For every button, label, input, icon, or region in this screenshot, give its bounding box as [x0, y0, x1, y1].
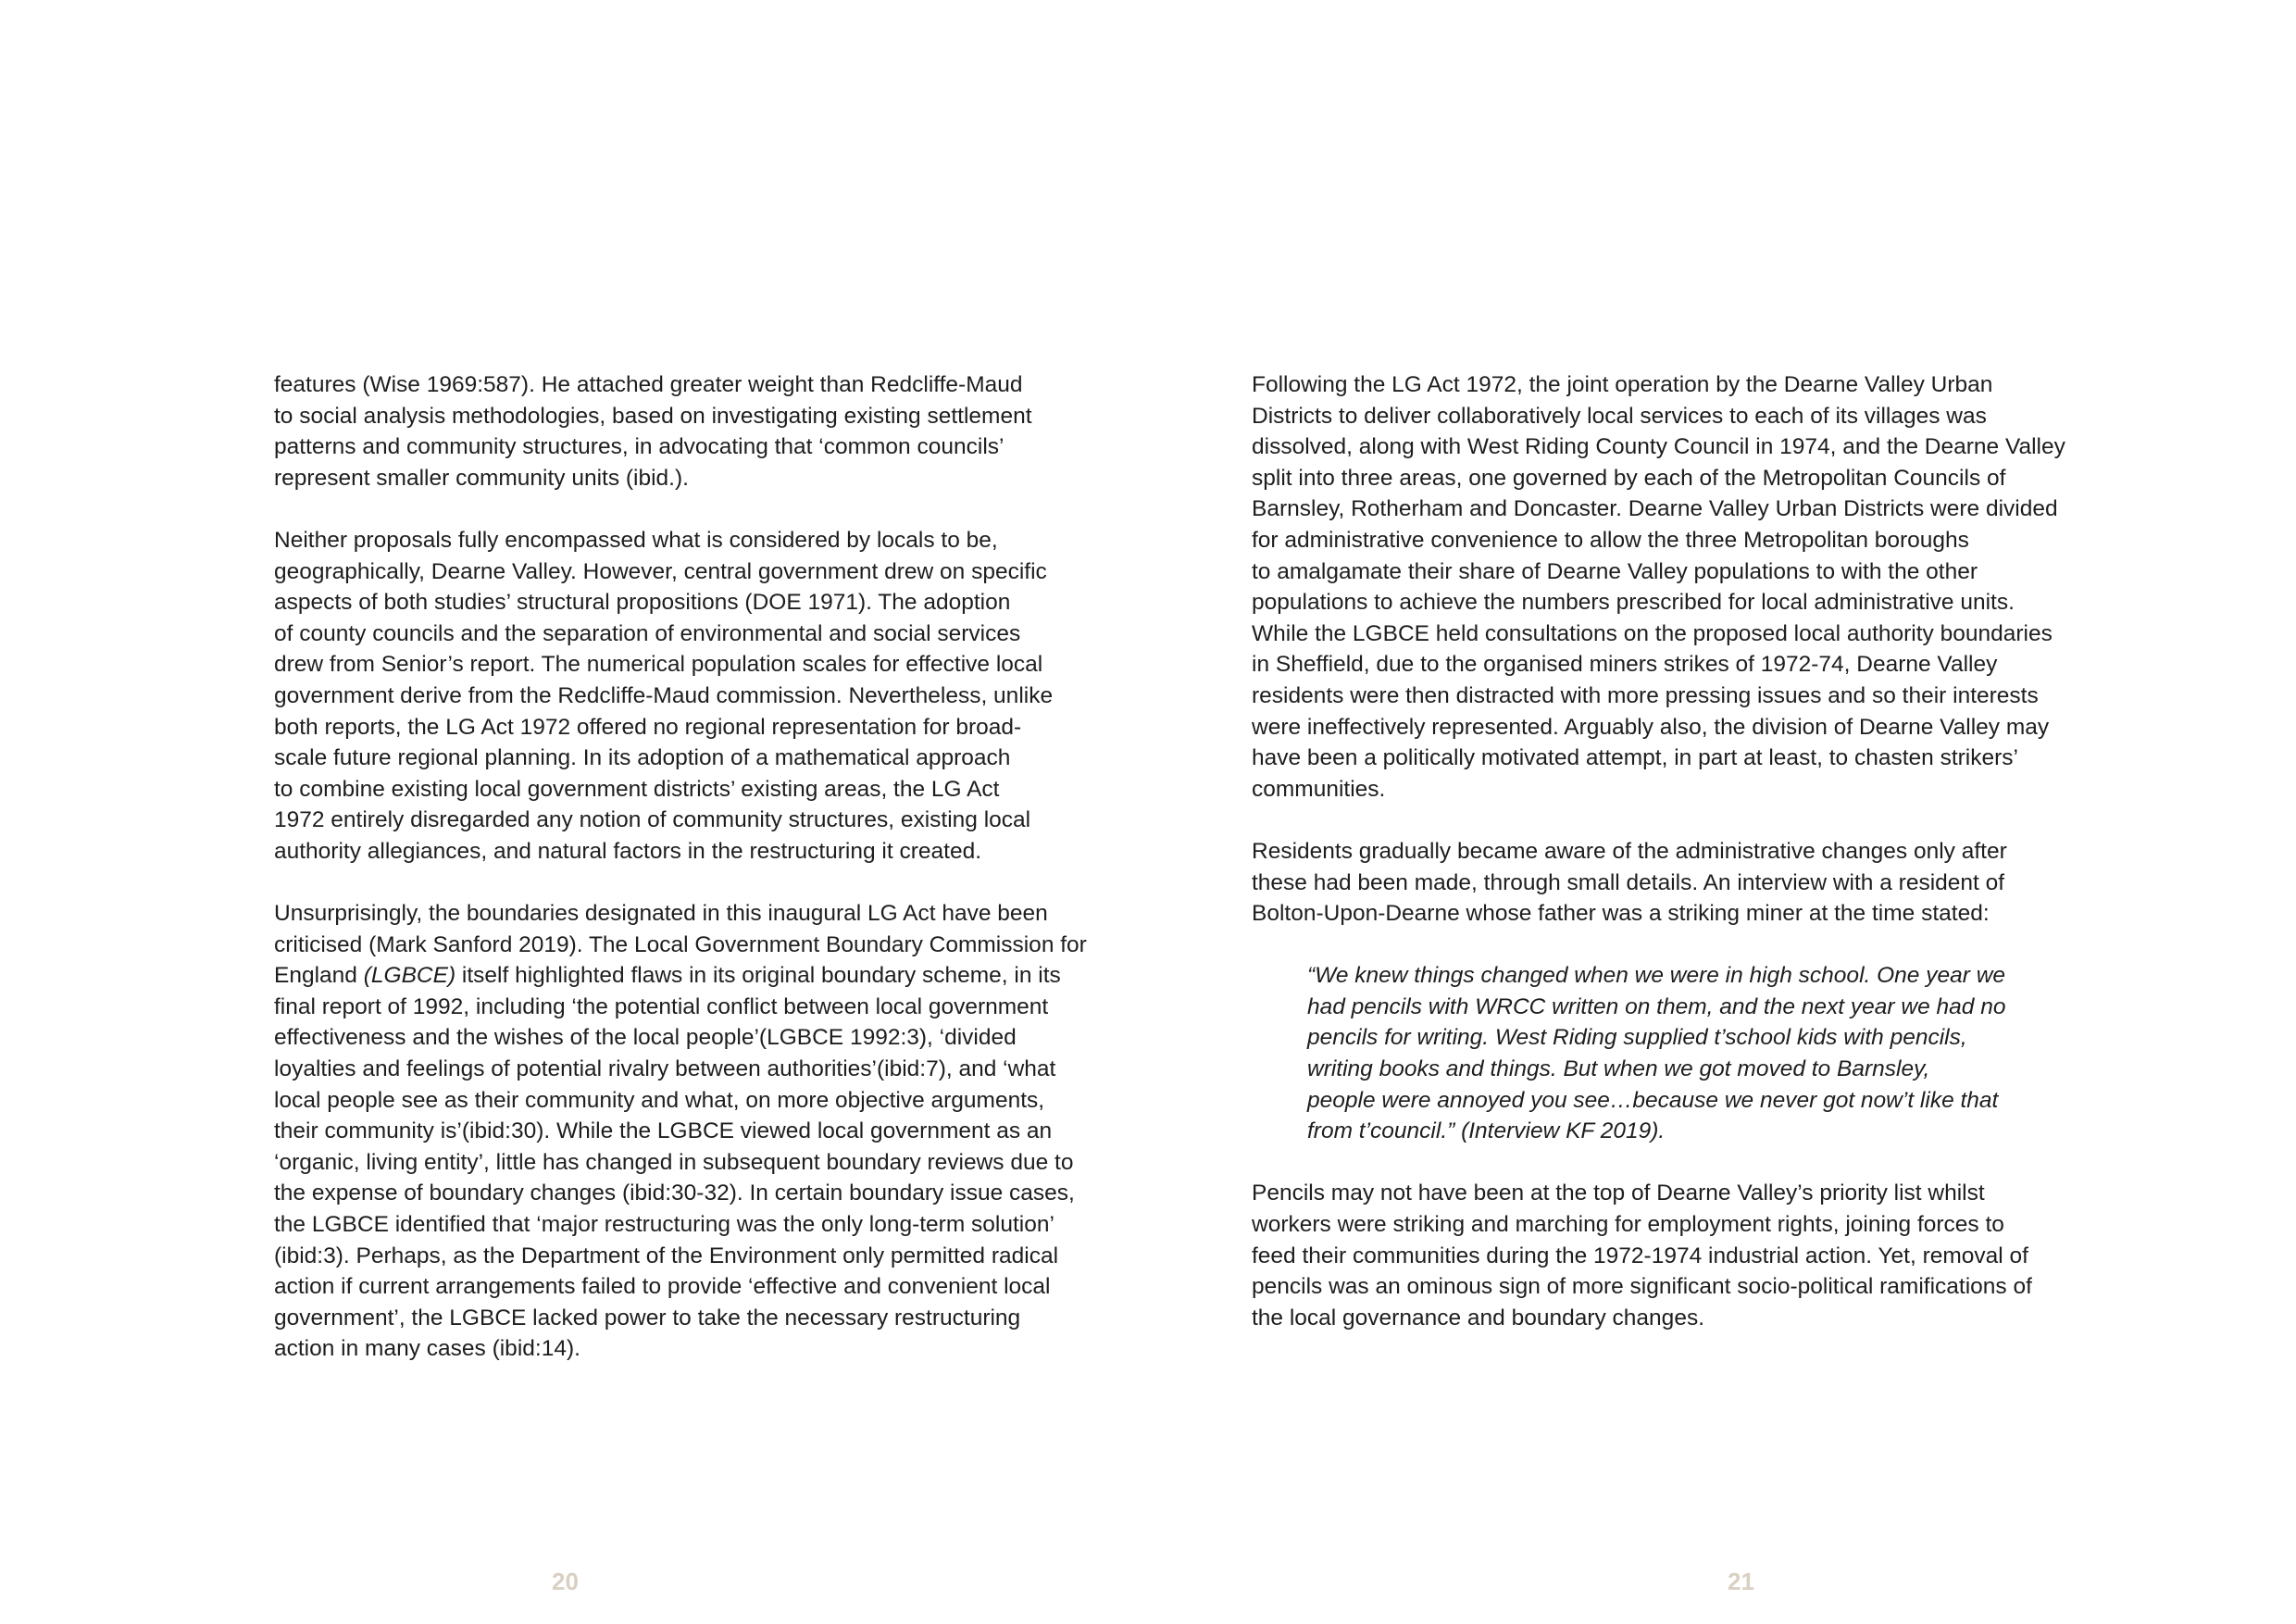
text-line: their community is’(ibid:30). While the LGBCE viewed local government as an: [274, 1118, 1053, 1144]
right-paragraph-2: [1252, 836, 2066, 930]
text-line: residents were then distracted with more pressing issues and so their interests: [1252, 682, 2039, 708]
right-paragraph-3: [1252, 1178, 2066, 1333]
quote-line: writing books and things. But when we got moved to Barnsley,: [1307, 1056, 1930, 1082]
text-line: While the LGBCE held consultations on the proposed local authority boundaries: [1252, 620, 2053, 646]
text-line: populations to achieve the numbers prescribed for local administrative units.: [1252, 590, 2015, 616]
text-line: of county councils and the separation of environmental and social services: [274, 620, 1021, 646]
text-line: pencils was an ominous sign of more significant socio-political ramifications of: [1252, 1274, 2032, 1300]
text-line: the expense of boundary changes (ibid:30-32). In certain boundary issue cases,: [274, 1181, 1075, 1206]
page-number-right: 21: [1728, 1568, 1754, 1595]
text-line: effectiveness and the wishes of the local people’(LGBCE 1992:3), ‘divided: [274, 1025, 1017, 1051]
text-line: Bolton-Upon-Dearne whose father was a striking miner at the time stated:: [1252, 901, 1990, 927]
text-line: the local governance and boundary changes.: [1252, 1305, 1704, 1330]
text-line: aspects of both studies’ structural propositions (DOE 1971). The adoption: [274, 590, 1011, 616]
text-line: action in many cases (ibid:14).: [274, 1336, 580, 1362]
text-line: patterns and community structures, in advocating that ‘common councils’: [274, 434, 1004, 460]
text-line: drew from Senior’s report. The numerical population scales for effective local: [274, 652, 1043, 678]
text-line: loyalties and feelings of potential rivalry between authorities’(ibid:7), and ‘what: [274, 1056, 1056, 1082]
text-line: to amalgamate their share of Dearne Valley populations to with the other: [1252, 558, 1978, 584]
text-line-mixed: [274, 960, 1089, 992]
text-line: final report of 1992, including ‘the potential conflict between local government: [274, 993, 1049, 1019]
text-line: Unsurprisingly, the boundaries designated in this inaugural LG Act have been: [274, 901, 1048, 927]
left-paragraph-3: [274, 898, 1089, 1365]
text-line: authority allegiances, and natural factors in the restructuring it created.: [274, 838, 981, 864]
text-line: for administrative convenience to allow the three Metropolitan boroughs: [1252, 527, 1969, 553]
text-line: Pencils may not have been at the top of Dearne Valley’s priority list whilst: [1252, 1181, 1985, 1206]
text-line: communities.: [1252, 776, 1386, 802]
text-line: were ineffectively represented. Arguably also, the division of Dearne Valley may: [1252, 714, 2050, 740]
text-fragment: itself highlighted flaws in its original boundary scheme, in its: [455, 963, 1061, 989]
text-line: government derive from the Redcliffe-Maud commission. Nevertheless, unlike: [274, 682, 1054, 708]
text-line: Neither proposals fully encompassed what is considered by locals to be,: [274, 527, 998, 553]
text-line: both reports, the LG Act 1972 offered no regional representation for broad-: [274, 714, 1022, 740]
quote-line: from t’council.” (Interview KF 2019).: [1307, 1118, 1666, 1144]
text-line: Residents gradually became aware of the administrative changes only after: [1252, 838, 2007, 864]
text-line: to combine existing local government districts’ existing areas, the LG Act: [274, 776, 1000, 802]
text-fragment: England: [274, 963, 364, 989]
right-paragraph-1: [1252, 369, 2066, 805]
text-line: criticised (Mark Sanford 2019). The Local Government Boundary Commission for: [274, 931, 1087, 957]
interview-quote: [1307, 960, 2066, 1147]
text-line: workers were striking and marching for employment rights, joining forces to: [1252, 1212, 2004, 1238]
text-line: these had been made, through small details. An interview with a resident of: [1252, 869, 2005, 895]
page-number-left: 20: [552, 1568, 579, 1595]
left-paragraph-1: [274, 369, 1089, 493]
quote-line: “We knew things changed when we were in high school. One year we: [1307, 963, 2006, 989]
right-page-body: [1252, 369, 2066, 1365]
text-line: to social analysis methodologies, based on investigating existing settlement: [274, 403, 1032, 429]
text-line: scale future regional planning. In its adoption of a mathematical approach: [274, 745, 1011, 771]
text-line: Following the LG Act 1972, the joint operation by the Dearne Valley Urban: [1252, 372, 1993, 397]
text-line: local people see as their community and what, on more objective arguments,: [274, 1087, 1045, 1113]
quote-line: had pencils with WRCC written on them, and the next year we had no: [1307, 993, 2006, 1019]
text-line: dissolved, along with West Riding County Council in 1974, and the Dearne Valley: [1252, 434, 2065, 460]
text-line: Districts to deliver collaboratively local services to each of its villages was: [1252, 403, 1987, 429]
text-line: government’, the LGBCE lacked power to take the necessary restructuring: [274, 1305, 1021, 1330]
left-page-body: [274, 369, 1089, 1396]
text-line: have been a politically motivated attempt, in part at least, to chasten strikers’: [1252, 745, 2018, 771]
text-line: (ibid:3). Perhaps, as the Department of the Environment only permitted radical: [274, 1243, 1059, 1268]
text-line: the LGBCE identified that ‘major restructuring was the only long-term solution’: [274, 1212, 1054, 1238]
text-line: split into three areas, one governed by each of the Metropolitan Councils of: [1252, 465, 2006, 491]
text-line: geographically, Dearne Valley. However, central government drew on specific: [274, 558, 1047, 584]
text-line: represent smaller community units (ibid.).: [274, 465, 689, 491]
text-line: Barnsley, Rotherham and Doncaster. Dearne Valley Urban Districts were divided: [1252, 496, 2058, 522]
text-line: ‘organic, living entity’, little has changed in subsequent boundary reviews due to: [274, 1149, 1074, 1175]
text-line: in Sheffield, due to the organised miners strikes of 1972-74, Dearne Valley: [1252, 652, 1998, 678]
text-line: action if current arrangements failed to provide ‘effective and convenient local: [274, 1274, 1051, 1300]
text-line: 1972 entirely disregarded any notion of community structures, existing local: [274, 807, 1031, 833]
quote-line: pencils for writing. West Riding supplied t’school kids with pencils,: [1307, 1025, 1967, 1051]
text-line: features (Wise 1969:587). He attached greater weight than Redcliffe-Maud: [274, 372, 1023, 397]
lgbce-abbreviation: (LGBCE): [363, 963, 456, 989]
text-line: feed their communities during the 1972-1974 industrial action. Yet, removal of: [1252, 1243, 2028, 1268]
quote-line: people were annoyed you see…because we never got now’t like that: [1307, 1087, 1999, 1113]
left-paragraph-2: [274, 525, 1089, 868]
